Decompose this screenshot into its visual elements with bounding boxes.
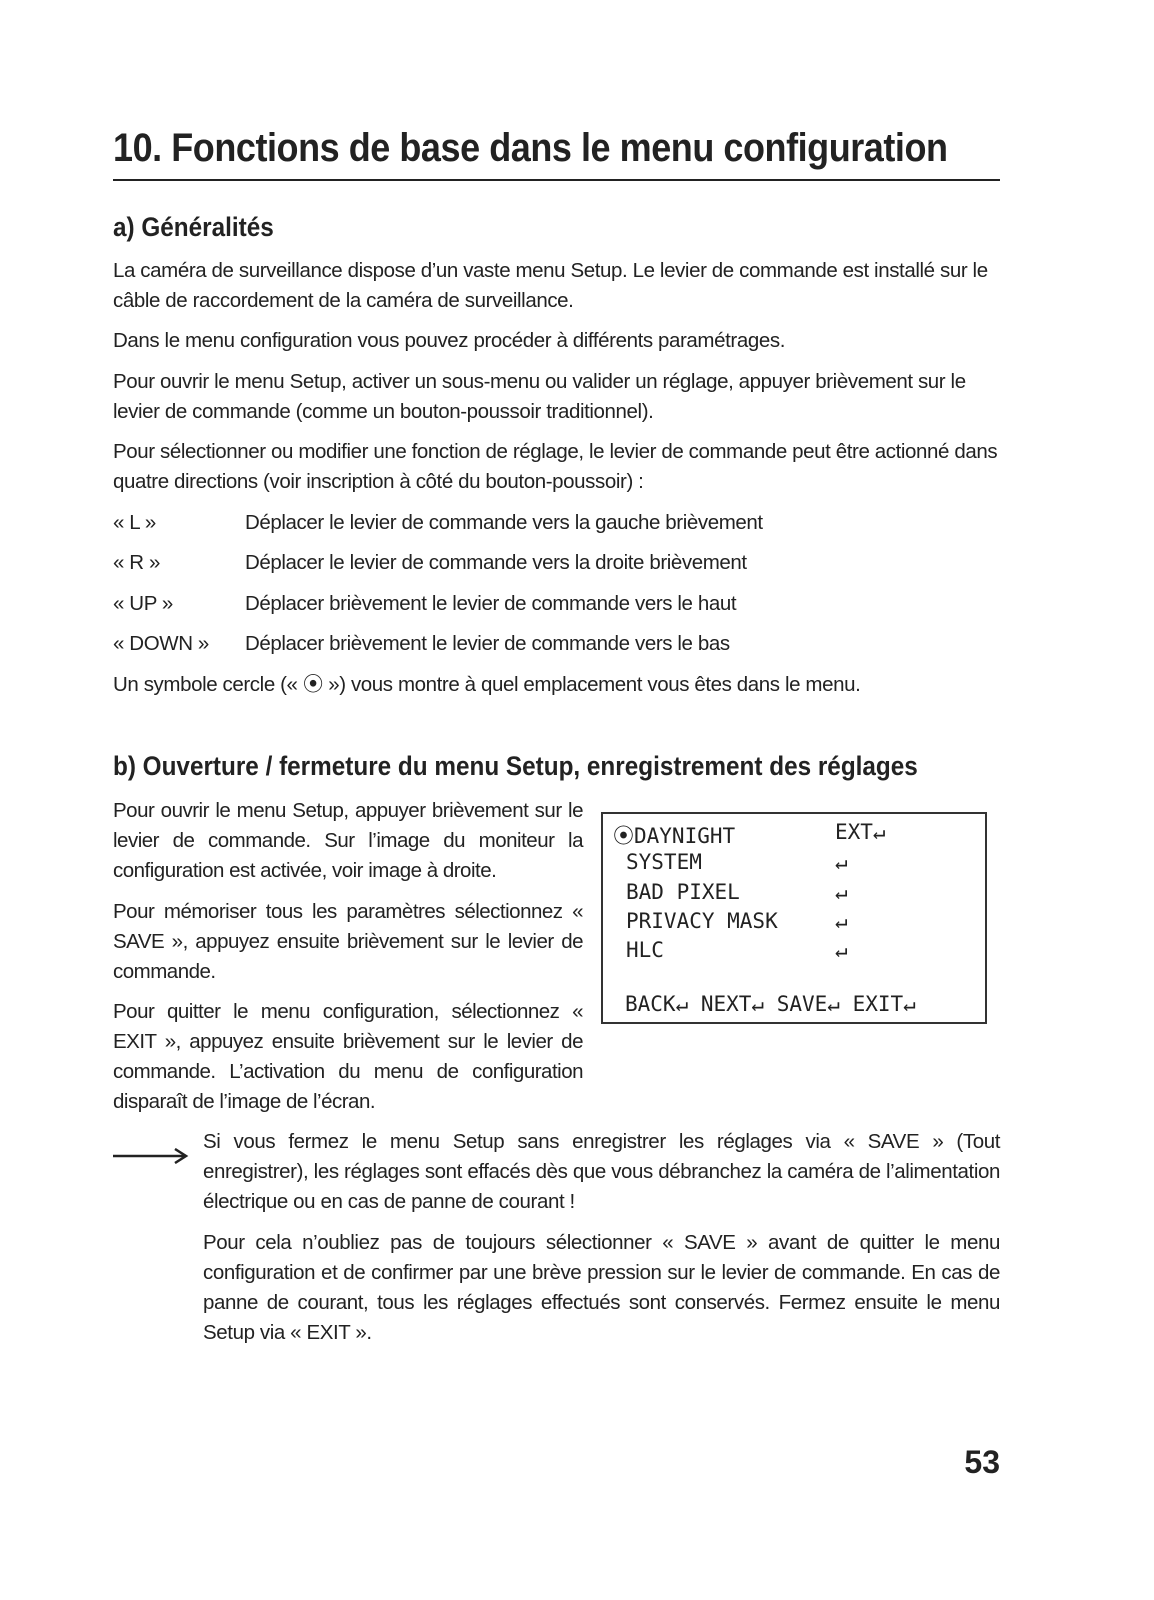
section-b-paragraph-1: Pour ouvrir le menu Setup, appuyer brièvement sur le levier de commande. Sur l’image du moniteur la configuration est activée, voir image à droite. xyxy=(113,799,583,882)
warning-note-1: Si vous fermez le menu Setup sans enregistrer les réglages via « SAVE » (Tout enregistrer), les réglages sont effacés dès que vous débranchez la caméra de l’alimentation électrique ou en cas de panne de courant ! xyxy=(203,1130,1000,1213)
direction-desc: Déplacer le levier de commande vers la droite brièvement xyxy=(245,551,747,574)
direction-desc: Déplacer le levier de commande vers la gauche brièvement xyxy=(245,511,763,534)
direction-desc: Déplacer brièvement le levier de commande vers le bas xyxy=(245,632,730,655)
section-b-heading: b) Ouverture / fermeture du menu Setup, enregistrement des réglages xyxy=(113,751,918,781)
direction-key: « L » xyxy=(113,511,156,534)
cursor-symbol-paragraph: Un symbole cercle (« ⦿ ») vous montre à quel emplacement vous êtes dans le menu. xyxy=(113,673,861,696)
direction-key: « DOWN » xyxy=(113,632,209,655)
arrow-right-icon xyxy=(113,1148,189,1164)
section-b-paragraph-3: Pour quitter le menu configuration, sélectionnez « EXIT », appuyez ensuite brièvement sur le levier de commande. L’activation du menu de configuration disparaît de l’image de l’écran. xyxy=(113,1000,583,1113)
section-a-paragraph-4: Pour sélectionner ou modifier une fonction de réglage, le levier de commande peut être actionné dans quatre directions (voir inscription à côté du bouton-poussoir) : xyxy=(113,440,998,493)
enter-icon: ↵ xyxy=(835,938,848,962)
menu-item-hlc: HLC xyxy=(626,938,664,962)
enter-icon: ↵ xyxy=(835,909,848,933)
menu-item-daynight xyxy=(613,820,735,850)
section-a-paragraph-1: La caméra de surveillance dispose d’un vaste menu Setup. Le levier de commande est installé sur le câble de raccordement de la caméra de surveillance. xyxy=(113,259,988,312)
direction-key: « R » xyxy=(113,551,160,574)
menu-item-privacy-mask: PRIVACY MASK xyxy=(626,909,778,933)
page-title: 10. Fonctions de base dans le menu configuration xyxy=(113,126,948,170)
menu-cursor-icon: ⦿ xyxy=(613,824,634,848)
menu-item-value: EXT↵ xyxy=(835,820,886,844)
warning-note-2: Pour cela n’oubliez pas de toujours sélectionner « SAVE » avant de quitter le menu configuration et de confirmer par une brève pression sur le levier de commande. En cas de panne de courant, tous les réglages effectués sont conservés. Fermez ensuite le menu Setup via « EXIT ». xyxy=(203,1231,1000,1344)
title-rule xyxy=(113,179,1000,181)
osd-setup-menu xyxy=(601,812,987,1024)
section-a-paragraph-2: Dans le menu configuration vous pouvez procéder à différents paramétrages. xyxy=(113,329,785,352)
section-a-heading: a) Généralités xyxy=(113,212,274,242)
menu-item-label: DAYNIGHT xyxy=(634,824,736,848)
direction-key: « UP » xyxy=(113,592,173,615)
menu-item-system: SYSTEM xyxy=(626,850,702,874)
menu-bottom-bar: BACK↵ NEXT↵ SAVE↵ EXIT↵ xyxy=(625,992,916,1016)
enter-icon: ↵ xyxy=(835,880,848,904)
enter-icon: ↵ xyxy=(835,850,848,874)
section-b-paragraph-2: Pour mémoriser tous les paramètres sélectionnez « SAVE », appuyez ensuite brièvement sur le levier de commande. xyxy=(113,900,583,983)
page xyxy=(113,0,1000,1600)
direction-desc: Déplacer brièvement le levier de commande vers le haut xyxy=(245,592,737,615)
page-number: 53 xyxy=(964,1444,1000,1480)
section-a-paragraph-3: Pour ouvrir le menu Setup, activer un sous-menu ou valider un réglage, appuyer brièvement sur le levier de commande (comme un bouton-poussoir traditionnel). xyxy=(113,370,966,423)
menu-item-bad-pixel: BAD PIXEL xyxy=(626,880,740,904)
